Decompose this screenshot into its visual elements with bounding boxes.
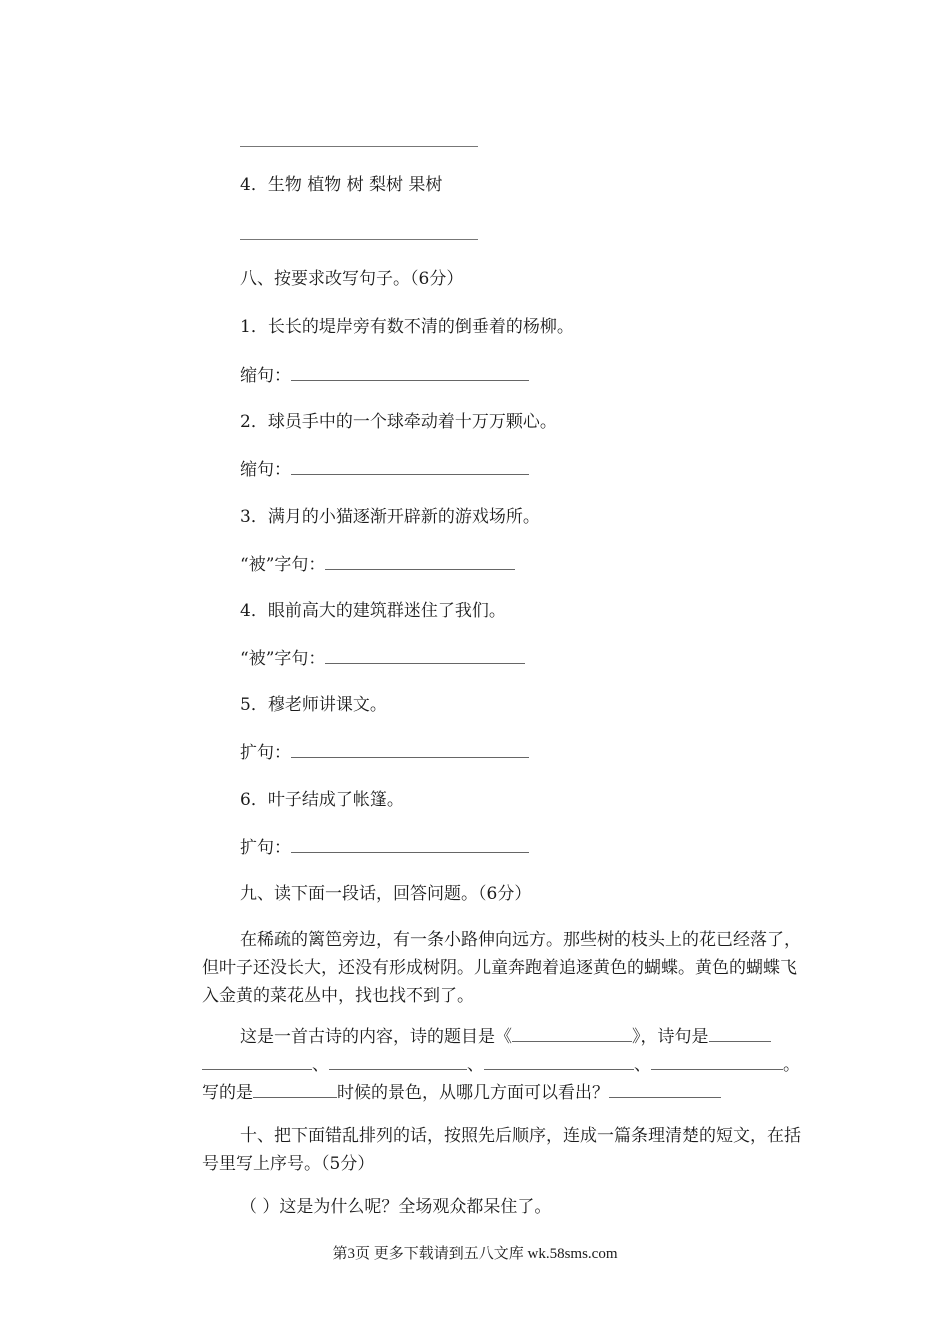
section-10-title: 十、把下面错乱排列的话，按照先后顺序，连成一篇条理清楚的短文，在括号里写上序号。（5分） <box>202 1126 801 1174</box>
separator: 、 <box>312 1055 329 1075</box>
answer-blank[interactable] <box>291 836 529 853</box>
answer-blank[interactable] <box>291 458 529 475</box>
question-text: 这是一首古诗的内容，诗的题目是《 <box>240 1027 512 1047</box>
sentence-text: 这是为什么呢？全场观众都呆住了。 <box>279 1197 552 1217</box>
end-mark: 。 <box>783 1055 800 1075</box>
section-9-title: 九、读下面一段话，回答问题。（6分） <box>240 884 532 904</box>
title-blank[interactable] <box>512 1025 632 1042</box>
poem-blank[interactable] <box>484 1053 634 1070</box>
separator: 、 <box>467 1055 484 1075</box>
answer-label: “被”字句： <box>240 649 326 669</box>
sec10-item-1 <box>240 1196 551 1218</box>
poem-blank[interactable] <box>709 1025 771 1042</box>
answer-blank[interactable] <box>291 741 529 758</box>
sec8-question-4: 4．眼前高大的建筑群迷住了我们。 <box>240 601 506 621</box>
sec8-answer-1 <box>240 364 529 387</box>
sec8-question-6: 6．叶子结成了帐篷。 <box>240 790 404 810</box>
answer-blank[interactable] <box>325 553 515 570</box>
poem-blank[interactable] <box>329 1053 467 1070</box>
answer-label: “被”字句： <box>240 555 326 575</box>
sec8-question-2: 2．球员手中的一个球牵动着十万万颗心。 <box>240 412 557 432</box>
sec8-question-3: 3．满月的小猫逐渐开辟新的游戏场所。 <box>240 507 540 527</box>
answer-label: 缩句： <box>240 460 291 480</box>
question-text: 时候的景色，从哪几方面可以看出？ <box>337 1083 609 1103</box>
answer-label: 扩句： <box>240 743 291 763</box>
sec8-answer-6 <box>240 836 529 859</box>
sec9-passage: 在稀疏的篱笆旁边，有一条小路伸向远方。那些树的枝头上的花已经落了，但叶子还没长大，还没有形成树阴。儿童奔跑着追逐黄色的蝴蝶。黄色的蝴蝶飞入金黄的菜花丛中，找也找不到了。 <box>202 930 801 1006</box>
order-paren[interactable]: （ ） <box>240 1197 280 1217</box>
reason-blank[interactable] <box>609 1081 721 1098</box>
sec8-question-5: 5．穆老师讲课文。 <box>240 695 387 715</box>
question-4-words: 4．生物 植物 树 梨树 果树 <box>240 175 443 195</box>
question-text: 写的是 <box>202 1083 253 1103</box>
section-8-title: 八、按要求改写句子。（6分） <box>240 269 464 289</box>
sec8-answer-5 <box>240 741 529 764</box>
question-text: 》，诗句是 <box>632 1027 709 1047</box>
separator: 、 <box>634 1055 651 1075</box>
season-blank[interactable] <box>253 1081 337 1098</box>
answer-blank[interactable] <box>291 364 529 381</box>
poem-blank[interactable] <box>202 1053 312 1070</box>
answer-blank[interactable] <box>325 647 525 664</box>
answer-label: 缩句： <box>240 366 291 386</box>
answer-line <box>240 146 478 147</box>
answer-line <box>240 239 478 240</box>
sec9-question <box>202 1023 806 1107</box>
poem-blank[interactable] <box>651 1053 783 1070</box>
sec8-question-1: 1．长长的堤岸旁有数不清的倒垂着的杨柳。 <box>240 317 574 337</box>
sec8-answer-2 <box>240 458 529 481</box>
sec8-answer-3 <box>240 553 515 576</box>
page-footer: 第3页 更多下载请到五八文库 wk.58sms.com <box>332 1246 618 1262</box>
sec8-answer-4 <box>240 647 525 670</box>
answer-label: 扩句： <box>240 838 291 858</box>
